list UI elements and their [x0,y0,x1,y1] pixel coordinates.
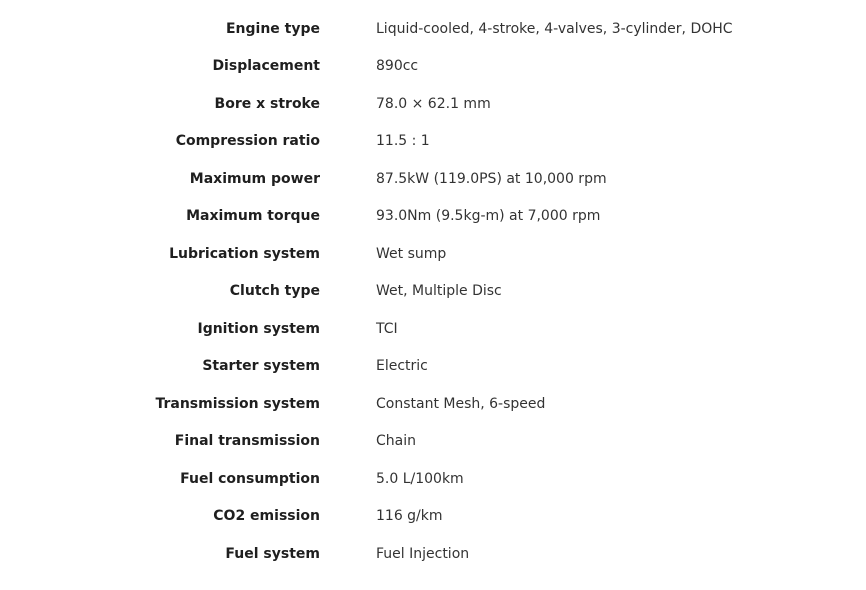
spec-label: Bore x stroke [214,95,320,112]
spec-value: 116 g/km [376,508,443,525]
spec-value: 11.5 : 1 [376,133,430,150]
spec-value: Constant Mesh, 6-speed [376,395,546,412]
spec-label: Fuel system [225,545,320,562]
spec-row-starter-system [0,348,866,386]
spec-value: 93.0Nm (9.5kg-m) at 7,000 rpm [376,208,601,225]
spec-label: Clutch type [229,283,320,300]
spec-value: 890cc [376,58,419,75]
spec-row-fuel-system [0,535,866,573]
spec-row-co2-emission [0,498,866,536]
spec-label: Maximum torque [186,208,320,225]
spec-label: Displacement [212,58,320,75]
spec-label: Transmission system [155,395,320,412]
spec-value: 5.0 L/100km [376,470,464,487]
spec-label: Starter system [202,358,320,375]
spec-label: CO2 emission [213,508,320,525]
spec-label: Maximum power [189,170,320,187]
spec-value: TCI [376,320,398,337]
spec-row-bore-stroke [0,85,866,123]
spec-label: Compression ratio [175,133,320,150]
spec-row-compression-ratio [0,123,866,161]
spec-label: Final transmission [174,433,320,450]
spec-row-maximum-torque [0,198,866,236]
spec-label: Lubrication system [169,245,320,262]
spec-label: Engine type [225,20,320,37]
spec-value: 78.0 × 62.1 mm [376,95,491,112]
spec-row-lubrication-system [0,235,866,273]
spec-value: Liquid-cooled, 4-stroke, 4-valves, 3-cylinder, DOHC [376,20,733,37]
spec-row-fuel-consumption [0,460,866,498]
spec-value: Fuel Injection [376,545,470,562]
spec-row-displacement [0,48,866,86]
spec-value: Electric [376,358,428,375]
spec-row-clutch-type [0,273,866,311]
spec-value: 87.5kW (119.0PS) at 10,000 rpm [376,170,607,187]
engine-spec-table [0,10,866,573]
spec-value: Chain [376,433,416,450]
spec-row-final-transmission [0,423,866,461]
spec-row-transmission-system [0,385,866,423]
spec-row-maximum-power [0,160,866,198]
spec-row-ignition-system [0,310,866,348]
spec-row-engine-type [0,10,866,48]
spec-label: Fuel consumption [180,470,320,487]
spec-value: Wet sump [376,245,447,262]
spec-label: Ignition system [197,320,320,337]
spec-value: Wet, Multiple Disc [376,283,502,300]
